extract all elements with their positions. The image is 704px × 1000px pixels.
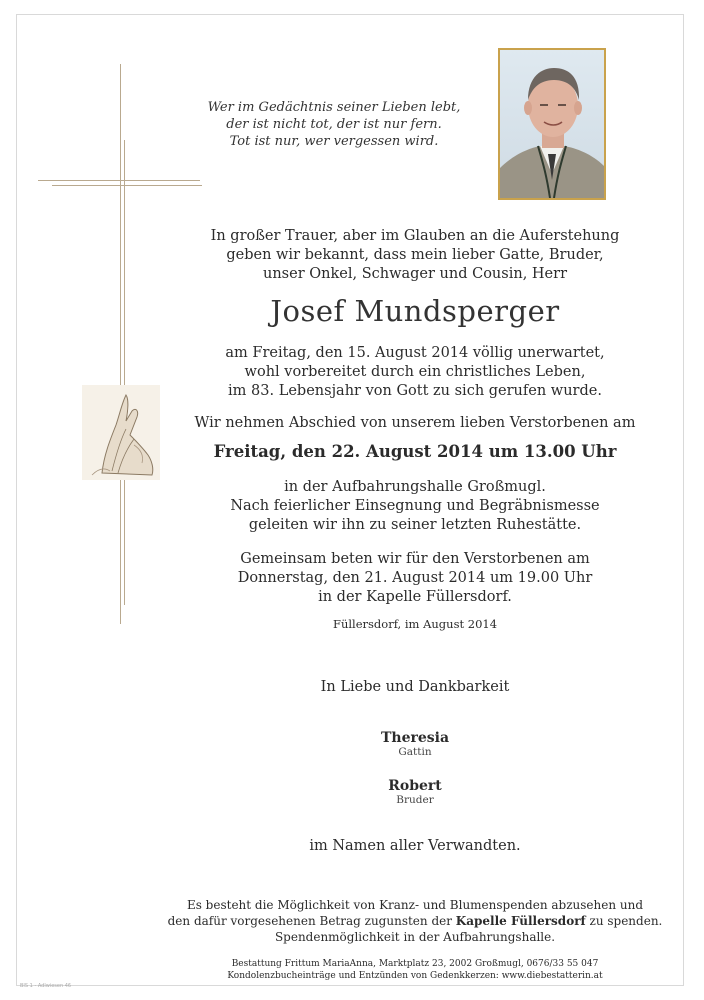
quote-line: der ist nicht tot, der ist nur fern. <box>226 117 442 132</box>
mourner-name: Theresia <box>380 730 450 746</box>
deceased-portrait-photo <box>498 48 606 200</box>
donation-chapel: Kapelle Füllersdorf <box>455 914 586 928</box>
donation-line: Spendenmöglichkeit in der Aufbahrungshalle. <box>274 930 556 944</box>
intro-line: geben wir bekannt, dass mein lieber Gatte, Bruder, <box>226 247 604 263</box>
funeral-home-footer <box>0 958 704 982</box>
death-line: im 83. Lebensjahr von Gott zu sich gerufen wurde. <box>228 383 602 399</box>
intro-line: In großer Trauer, aber im Glauben an die Auferstehung <box>210 228 620 244</box>
donation-text: zu spenden. <box>585 914 663 928</box>
prayer-announcement <box>0 550 704 607</box>
prayer-line: in der Kapelle Füllersdorf. <box>318 589 512 605</box>
mourner-role: Bruder <box>396 794 434 806</box>
prayer-line: Gemeinsam beten wir für den Verstorbenen am <box>240 551 590 567</box>
location-date: Füllersdorf, im August 2014 <box>332 617 498 631</box>
footer-address: Bestattung Frittum MariaAnna, Marktplatz 23, 2002 Großmugl, 0676/33 55 047 <box>231 959 599 969</box>
memorial-quote <box>200 99 468 150</box>
donation-line <box>0 913 704 929</box>
place-line: Nach feierlicher Einsegnung und Begräbnismesse <box>230 498 600 514</box>
relatives-text: im Namen aller Verwandten. <box>309 838 521 854</box>
deceased-name: Josef Mundsperger <box>270 294 560 328</box>
footer-website: Kondolenzbucheinträge und Entzünden von Gedenkkerzen: www.diebestatterin.at <box>227 971 603 981</box>
farewell-text: Wir nehmen Abschied von unserem lieben Verstorbenen am <box>194 415 636 431</box>
place-line: in der Aufbahrungshalle Großmugl. <box>284 479 546 495</box>
print-code: BIS 1 - Adlwiesen 46 <box>20 983 72 989</box>
donation-note <box>0 897 704 945</box>
prayer-line: Donnerstag, den 21. August 2014 um 19.00 Uhr <box>237 570 593 586</box>
funeral-date: Freitag, den 22. August 2014 um 13.00 Uhr <box>213 442 617 461</box>
cross-horizontal-line <box>38 180 200 181</box>
mourner-name: Robert <box>388 778 442 794</box>
quote-line: Wer im Gedächtnis seiner Lieben lebt, <box>207 100 461 115</box>
funeral-place <box>0 478 704 535</box>
mourner <box>0 778 704 806</box>
cross-horizontal-line-inner <box>52 185 202 186</box>
mourner <box>0 730 704 758</box>
mourner-role: Gattin <box>398 746 432 758</box>
death-line: am Freitag, den 15. August 2014 völlig unerwartet, <box>225 345 605 361</box>
donation-text: den dafür vorgesehenen Betrag zugunsten der <box>167 914 456 928</box>
quote-line: Tot ist nur, wer vergessen wird. <box>229 134 439 149</box>
place-line: geleiten wir ihn zu seiner letzten Ruhestätte. <box>248 517 582 533</box>
donation-line: Es besteht die Möglichkeit von Kranz- und Blumenspenden abzusehen und <box>186 898 644 912</box>
praying-hands-image <box>82 385 160 480</box>
intro-line: unser Onkel, Schwager und Cousin, Herr <box>263 266 567 282</box>
love-gratitude-text: In Liebe und Dankbarkeit <box>320 679 510 695</box>
intro-text <box>0 227 704 284</box>
death-line: wohl vorbereitet durch ein christliches Leben, <box>244 364 586 380</box>
